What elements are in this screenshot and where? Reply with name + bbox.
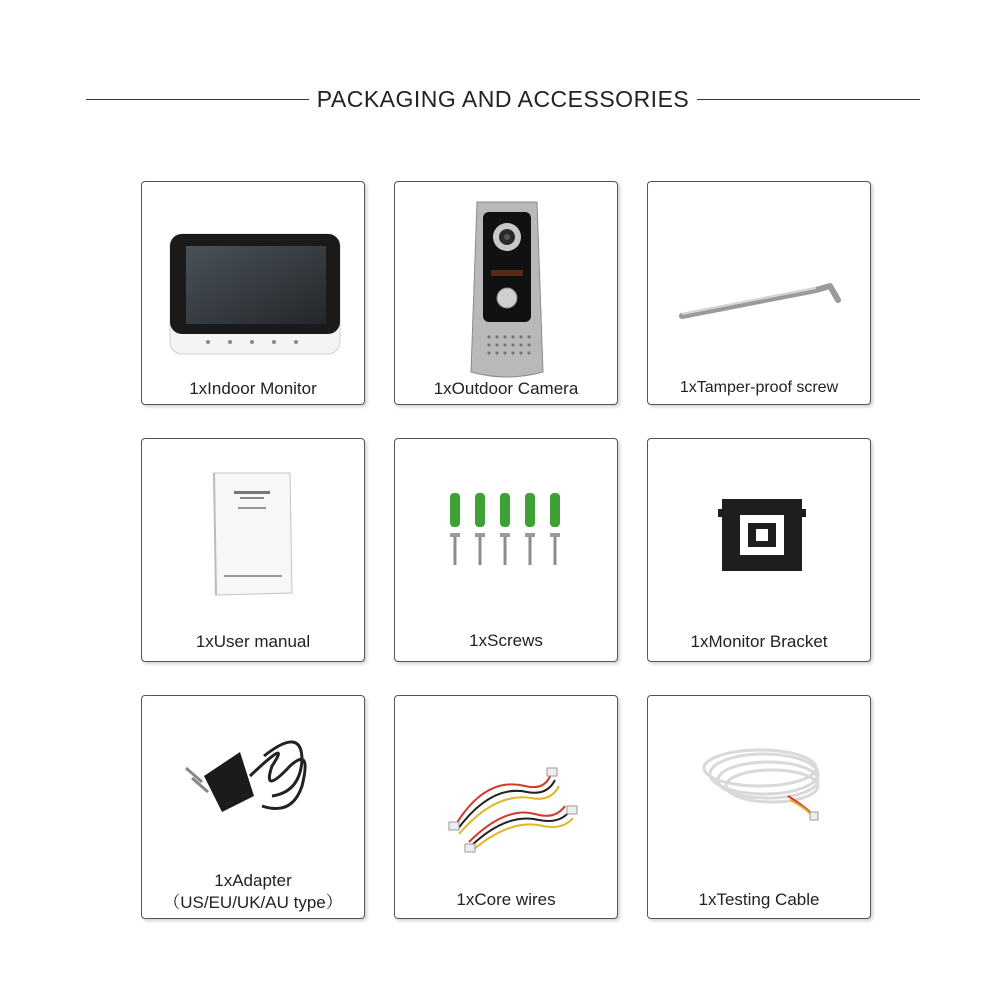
item-label: 1xMonitor Bracket [690,632,828,651]
item-card-user-manual [141,438,365,662]
monitor-icon [142,182,366,406]
section-header [86,82,920,116]
item-card-testing-cable [647,695,871,919]
item-label: 1xUser manual [195,632,311,651]
item-card-adapter [141,695,365,919]
page-title: PACKAGING AND ACCESSORIES [316,85,690,112]
item-label: 1xCore wires [456,890,556,909]
bracket-icon [648,439,872,663]
item-card-core-wires [394,695,618,919]
item-label: 1xIndoor Monitor [189,379,317,398]
header-rule-left [86,99,309,100]
item-card-tamper-proof-screw [647,181,871,405]
item-card-indoor-monitor [141,181,365,405]
allen-key-icon [648,182,872,406]
item-label: 1xTamper-proof screw [679,379,839,396]
item-card-screws [394,438,618,662]
item-card-outdoor-camera [394,181,618,405]
manual-icon [142,439,366,663]
camera-icon [395,182,619,406]
wires-icon [395,696,619,920]
item-label-sub: （US/EU/UK/AU type） [163,893,343,912]
item-label: 1xTesting Cable [698,890,820,909]
item-label: 1xOutdoor Camera [433,379,579,398]
item-label: 1xScrews [469,631,543,650]
item-card-monitor-bracket [647,438,871,662]
item-label: 1xAdapter [214,871,292,890]
header-rule-right [697,99,920,100]
cable-icon [648,696,872,920]
